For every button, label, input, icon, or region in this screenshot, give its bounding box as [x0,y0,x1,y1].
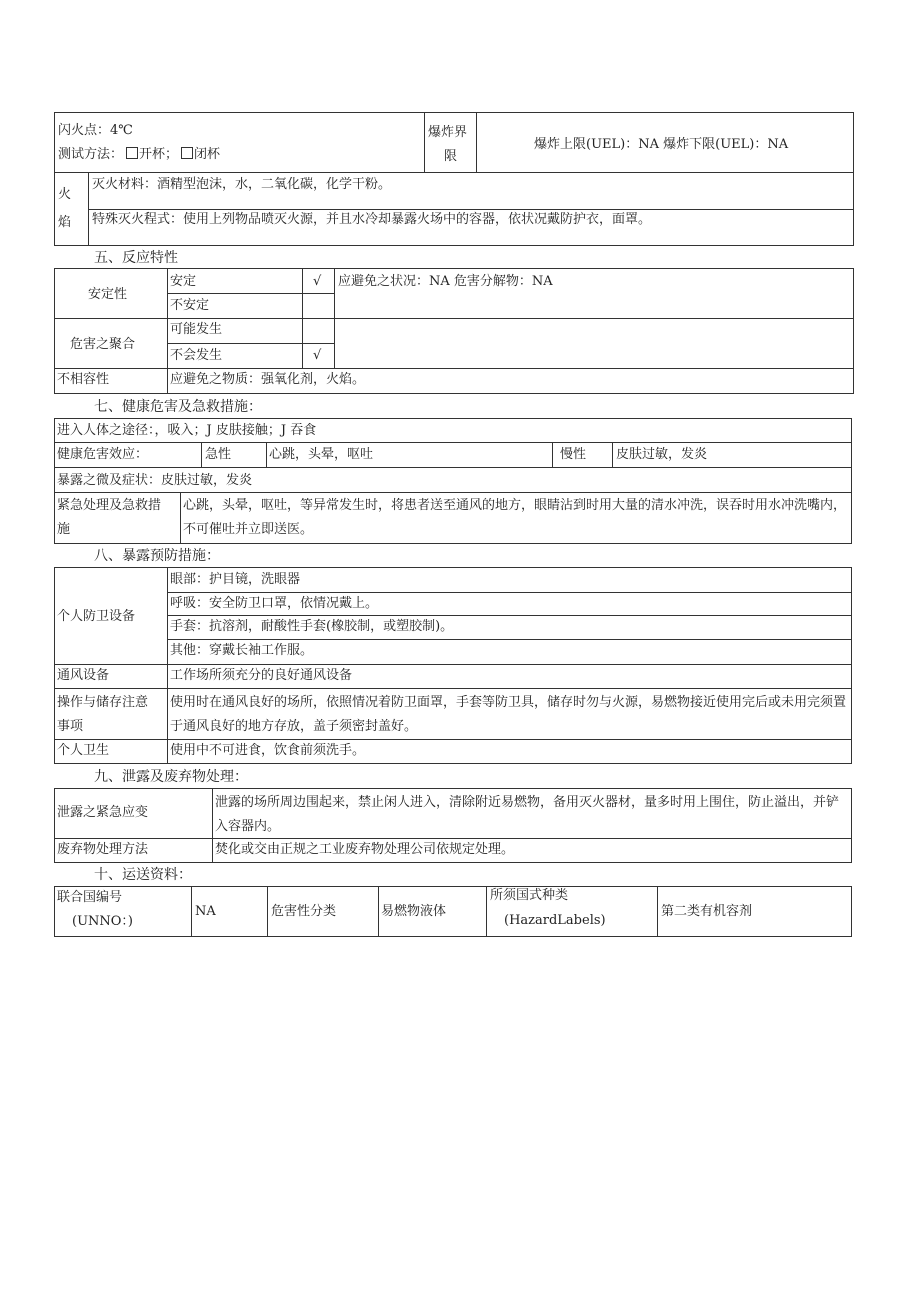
stable-check: √ [313,274,322,289]
divider [88,209,854,210]
section-title-health: 七、健康危害及急救措施： [94,399,262,415]
divider [167,567,168,764]
divider [657,886,658,937]
un-number-label-line2: (UNNO：) [72,914,134,929]
divider [212,788,213,863]
divider [167,343,334,344]
open-cup-label: 开杯； [139,147,179,162]
divider [180,492,181,544]
divider [167,592,852,593]
divider [167,293,334,294]
divider [54,688,852,689]
not-occur-check: √ [313,348,322,363]
stability-label: 安定性 [88,287,128,302]
hazard-labels-value: 第二类有机容剂 [661,904,753,919]
hygiene-label: 个人卫生 [57,743,110,758]
stable-label: 安定 [170,274,197,289]
divider [54,442,852,443]
special-procedure: 特殊灭火程式：使用上列物品喷灭火源，并且水冷却暴露火场中的容器，依状况戴防护衣，面罩。 [92,212,652,227]
chronic-value: 皮肤过敏，发炎 [616,447,708,462]
test-method [58,146,220,164]
health-effects-label: 健康危害效应： [57,447,149,462]
divider [167,615,852,616]
un-number-label-line1: 联合国编号 [57,890,123,905]
divider [424,112,425,172]
handling-label-line2: 事项 [57,719,84,734]
incompatibility-value: 应避免之物质：强氧化剂，火焰。 [170,372,366,387]
section-title-reactivity: 五、反应特性 [94,250,178,266]
divider [378,886,379,937]
first-aid-value: 心跳，头晕，呕吐，等异常发生时，将患者送至通风的地方，眼睛沾到时用大量的清水冲洗，误吞时用水冲洗嘴内，不可催吐并立即送医。 [183,498,847,537]
ppe-label: 个人防卫设备 [57,609,136,624]
acute-value: 心跳，头晕，呕吐 [269,447,374,462]
divider [167,639,852,640]
may-occur-label: 可能发生 [170,322,223,337]
chronic-label: 慢性 [560,447,587,462]
hazard-labels-label-line2: (HazardLabels) [504,913,606,928]
first-aid-label-line1: 紧急处理及急救措 [57,498,162,513]
section-title-exposure: 八、暴露预防措施： [94,548,220,564]
handling-label-line1: 操作与储存注意 [57,695,149,710]
handling-value: 使用时在通风良好的场所，依照情况着防卫面罩，手套等防卫具，储存时勿与火源，易燃物接近使用完后或未用完须置于通风良好的地方存放，盖子须密封盖好。 [170,695,847,734]
acute-label: 急性 [205,447,232,462]
other-protection: 其他：穿戴长袖工作服。 [170,643,314,658]
first-aid-label-line2: 施 [57,522,71,537]
divider [486,886,487,937]
ventilation-value: 工作场所须充分的良好通风设备 [170,668,353,683]
explosion-label-line1: 爆炸界 [428,125,468,140]
explosion-limits: 爆炸上限(UEL)：NA 爆炸下限(UEL)：NA [534,137,789,152]
divider [54,467,852,468]
divider [191,886,192,937]
hazard-class-label: 危害性分类 [271,904,337,919]
unstable-label: 不安定 [170,298,210,313]
exposure-symptoms: 暴露之微及症状：皮肤过敏，发炎 [57,473,253,488]
exposure-routes: 进入人体之途径：，吸入；J 皮肤接触；J 吞食 [57,423,317,438]
spill-emergency-label: 泄露之紧急应变 [57,805,149,820]
divider [201,442,202,467]
incompatibility-label: 不相容性 [57,372,110,387]
divider [476,112,477,172]
divider [54,492,852,493]
open-cup-checkbox[interactable] [126,147,138,159]
polymerization-label: 危害之聚合 [70,337,136,352]
divider [167,268,168,394]
eye-protection: 眼部：护目镜，洗眼器 [170,572,301,587]
fire-label-line2: 焰 [58,215,72,230]
divider [552,442,553,467]
closed-cup-checkbox[interactable] [181,147,193,159]
avoid-conditions: 应避免之状况：NA 危害分解物：NA [338,274,553,289]
divider [54,739,852,740]
ventilation-label: 通风设备 [57,668,110,683]
divider [54,664,852,665]
section-title-spill: 九、泄露及废弃物处理： [94,769,248,785]
divider [267,886,268,937]
extinguish-material: 灭火材料：酒精型泡沫，水，二氧化碳，化学干粉。 [92,177,392,192]
divider [612,442,613,467]
hygiene-value: 使用中不可进食，饮食前须洗手。 [170,743,366,758]
spill-emergency-value: 泄露的场所周边围起来，禁止闲人进入，清除附近易燃物，备用灭火器材，量多时用上围住，防止溢出，并铲入容器内。 [215,795,840,834]
hazard-labels-label-line1: 所须国式种类 [490,888,569,903]
section-title-transport: 十、运送资料： [94,867,192,883]
disposal-value: 焚化或交由正规之工业废弃物处理公司依规定处理。 [215,842,515,857]
fire-label-line1: 火 [58,187,72,202]
respiratory-protection: 呼吸：安全防卫口罩，依情况戴上。 [170,596,379,611]
flash-point: 闪火点：4℃ [58,123,133,138]
un-number-value: NA [195,904,216,919]
not-occur-label: 不会发生 [170,348,223,363]
explosion-label-line2: 限 [444,149,458,164]
test-method-label: 测试方法： [58,147,124,162]
hazard-class-value: 易燃物液体 [381,904,447,919]
disposal-label: 废弃物处理方法 [57,842,149,857]
divider [54,318,854,319]
divider [54,368,854,369]
divider [54,172,854,173]
glove-protection: 手套：抗溶剂，耐酸性手套(橡胶制，或塑胶制)。 [170,619,454,634]
closed-cup-label: 闭杯 [194,147,221,162]
divider [266,442,267,467]
